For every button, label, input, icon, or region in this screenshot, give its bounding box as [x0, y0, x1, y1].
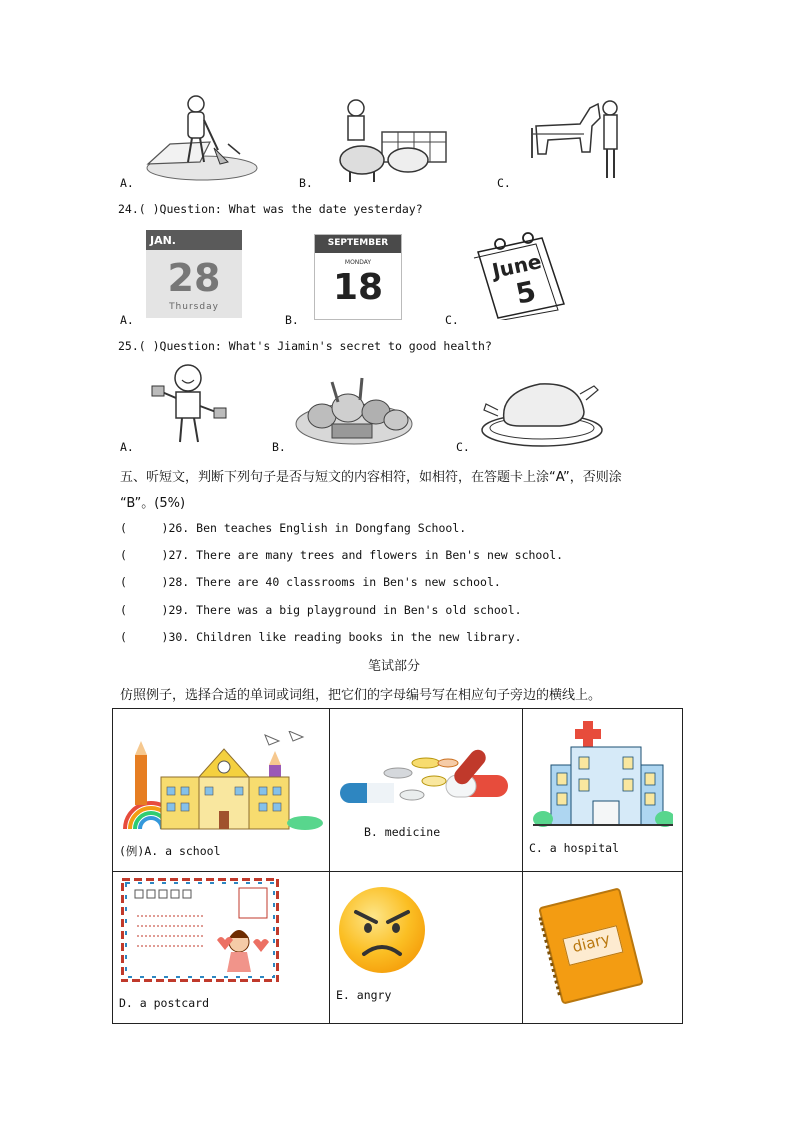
statement-26: ( )26. Ben teaches English in Dongfang School.: [120, 521, 467, 535]
statement-30: ( )30. Children like reading books in the new library.: [120, 630, 522, 644]
q23-option-b-label: B.: [299, 176, 313, 190]
written-section-title: 笔试部分: [368, 659, 421, 674]
calendar-c-day: 5: [512, 274, 539, 311]
q25-picture-b-vegetables: [292, 372, 416, 446]
section5-heading-line1: 五、听短文，判断下列句子是否与短文的内容相符，如相符，在答题卡上涂“A”，否则涂: [120, 470, 622, 485]
calendar-c-month: June: [490, 249, 544, 283]
calendar-a-weekday: Thursday: [169, 302, 219, 312]
q23-picture-a: [140, 92, 260, 184]
caption-school: (例)A. a school: [119, 844, 221, 858]
written-instruction: 仿照例子，选择合适的单词或词组，把它们的字母编号写在相应句子旁边的横线上。: [120, 688, 602, 703]
q25-picture-a-exercise: [142, 362, 232, 448]
q24-option-a-label: A.: [120, 313, 134, 327]
q25-option-c-label: C.: [456, 440, 470, 454]
statement-29: ( )29. There was a big playground in Ben's old school.: [120, 603, 522, 617]
q24-option-c-label: C.: [445, 313, 459, 327]
q23-option-a-label: A.: [120, 176, 134, 190]
school-illustration: [119, 731, 327, 831]
q25-picture-c-turkey: [480, 372, 604, 448]
q25-option-b-label: B.: [272, 440, 286, 454]
grid-cell-medicine: [330, 709, 523, 872]
q23-option-c-label: C.: [497, 176, 511, 190]
statement-27: ( )27. There are many trees and flowers in Ben's new school.: [120, 548, 564, 562]
grid-cell-postcard: [113, 872, 330, 1024]
caption-hospital: C. a hospital: [529, 841, 620, 855]
statement-28: ( )28. There are 40 classrooms in Ben's new school.: [120, 575, 501, 589]
q24-option-b-label: B.: [285, 313, 299, 327]
hospital-illustration: [533, 717, 673, 829]
medicine-illustration: [336, 737, 520, 817]
caption-medicine: B. medicine: [364, 825, 441, 839]
vocabulary-grid: [112, 708, 683, 1024]
diary-illustration: [538, 887, 644, 1004]
q24-calendar-c: [470, 232, 574, 320]
grid-cell-school: [113, 709, 330, 872]
angry-face-icon: [336, 884, 428, 976]
q23-picture-c: [524, 94, 624, 186]
q24-calendar-b: [314, 234, 402, 320]
q24-calendar-a: [146, 230, 242, 318]
caption-postcard: D. a postcard: [119, 996, 210, 1010]
postcard-illustration: [121, 878, 279, 982]
q25-option-a-label: A.: [120, 440, 134, 454]
grid-cell-angry: [330, 872, 523, 1024]
q23-picture-b: [322, 96, 452, 186]
caption-angry: E. angry: [336, 988, 392, 1002]
calendar-b-month: SEPTEMBER: [327, 238, 389, 248]
grid-cell-diary: [523, 872, 683, 1024]
calendar-b-weekday: MONDAY: [344, 259, 372, 266]
diary-cover-text: diary: [570, 929, 612, 957]
q24-question: 24.( )Question: What was the date yesterday?: [118, 202, 423, 216]
q25-question: 25.( )Question: What's Jiamin's secret to good health?: [118, 339, 492, 353]
section5-heading-line2: “B”。(5%): [120, 496, 186, 511]
calendar-a-day: 28: [167, 256, 221, 300]
calendar-a-month: JAN.: [150, 234, 176, 247]
calendar-b-day: 18: [332, 267, 384, 308]
grid-cell-hospital: [523, 709, 683, 872]
